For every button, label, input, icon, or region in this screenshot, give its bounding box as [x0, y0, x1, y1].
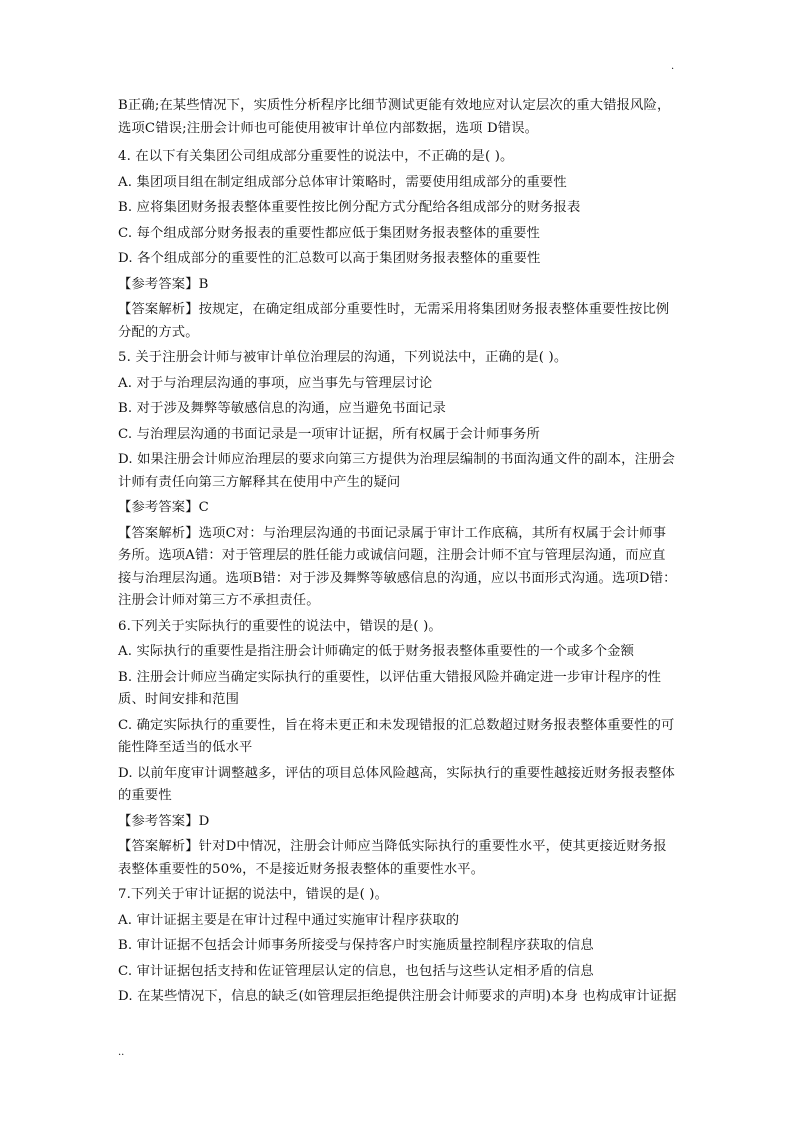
- question-6-option-d: D. 以前年度审计调整越多，评估的项目总体风险越高，实际执行的重要性越接近财务报表整体的重要性: [118, 765, 675, 803]
- question-4-option-b: B. 应将集团财务报表整体重要性按比例分配方式分配给各组成部分的财务报表: [118, 200, 581, 215]
- question-6-option-c: C. 确定实际执行的重要性，旨在将未更正和未发现错报的汇总数超过财务报表整体重要性的可能性降至适当的低水平: [118, 717, 675, 755]
- question-4-option-c: C. 每个组成部分财务报表的重要性都应低于集团财务报表整体的重要性: [118, 225, 541, 241]
- question-7-option-c: C. 审计证据包括支持和佐证管理层认定的信息，也包括与这些认定相矛盾的信息: [118, 963, 594, 979]
- question-6: 6.下列关于实际执行的重要性的说法中，错误的是( )。: [118, 618, 442, 634]
- question-4-option-a: A. 集团项目组在制定组成部分总体审计策略时，需要使用组成部分的重要性: [118, 174, 567, 190]
- document-body: [118, 95, 678, 1012]
- question-5-explanation: 【答案解析】选项C对：与治理层沟通的书面记录属于审计工作底稿，其所有权属于会计师事务所。选项A错：对于管理层的胜任能力或诚信问题，注册会计师不宜与管理层沟通，而应直接与治理层沟通。选项B错：对于涉及舞弊等敏感信息的沟通，应以书面形式沟通。选项D错：注册会计师对第三方不承担责任。: [118, 525, 677, 608]
- question-7-option-d: D. 在某些情况下，信息的缺乏(如管理层拒绝提供注册会计师要求的声明)本身 也构成审计证据: [118, 989, 677, 1004]
- question-7-option-b: B. 审计证据不包括会计师事务所接受与保持客户时实施质量控制程序获取的信息: [118, 938, 594, 953]
- question-7-option-a: A. 审计证据主要是在审计过程中通过实施审计程序获取的: [118, 912, 460, 928]
- question-6-answer: 【参考答案】D: [118, 813, 210, 829]
- question-5: 5. 关于注册会计师与被审计单位治理层的沟通，下列说法中，正确的是( )。: [118, 350, 568, 365]
- question-6-option-a: A. 实际执行的重要性是指注册会计师确定的低于财务报表整体重要性的一个或多个金额: [118, 644, 635, 659]
- question-6-option-b: B. 注册会计师应当确定实际执行的重要性，以评估重大错报风险并确定进一步审计程序的性质、时间安排和范围: [118, 669, 662, 707]
- question-5-option-d: D. 如果注册会计师应治理层的要求向第三方提供为治理层编制的书面沟通文件的副本，注册会计师有责任向第三方解释其在使用中产生的疑问: [118, 452, 675, 490]
- question-4-answer: 【参考答案】B: [118, 276, 209, 292]
- question-5-answer: 【参考答案】C: [118, 500, 210, 515]
- question-7: 7.下列关于审计证据的说法中，错误的是( )。: [118, 887, 389, 902]
- question-5-option-c: C. 与治理层沟通的书面记录是一项审计证据，所有权属于会计师事务所: [118, 426, 541, 442]
- question-4: 4. 在以下有关集团公司组成部分重要性的说法中，不正确的是( )。: [118, 149, 514, 164]
- question-5-option-a: A. 对于与治理层沟通的事项，应当事先与管理层讨论: [118, 375, 433, 391]
- page-corner-mark: .: [671, 61, 675, 72]
- question-4-option-d: D. 各个组成部分的重要性的汇总数可以高于集团财务报表整体的重要性: [118, 251, 541, 266]
- question-6-explanation: 【答案解析】针对D中情况，注册会计师应当降低实际执行的重要性水平，使其更接近财务报表整体重要性的50%，不是接近财务报表整体的重要性水平。: [118, 839, 667, 877]
- question-4-explanation: 【答案解析】按规定，在确定组成部分重要性时，无需采用将集团财务报表整体重要性按比例分配的方式。: [118, 302, 670, 340]
- page-footer-mark: ..: [118, 1047, 125, 1058]
- question-5-option-b: B. 对于涉及舞弊等敏感信息的沟通，应当避免书面记录: [118, 401, 446, 416]
- paragraph-prev-explanation: B正确;在某些情况下，实质性分析程序比细节测试更能有效地应对认定层次的重大错报风险，选项C错误;注册会计师也可能使用被审计单位内部数据，选项 D错误。: [118, 98, 671, 136]
